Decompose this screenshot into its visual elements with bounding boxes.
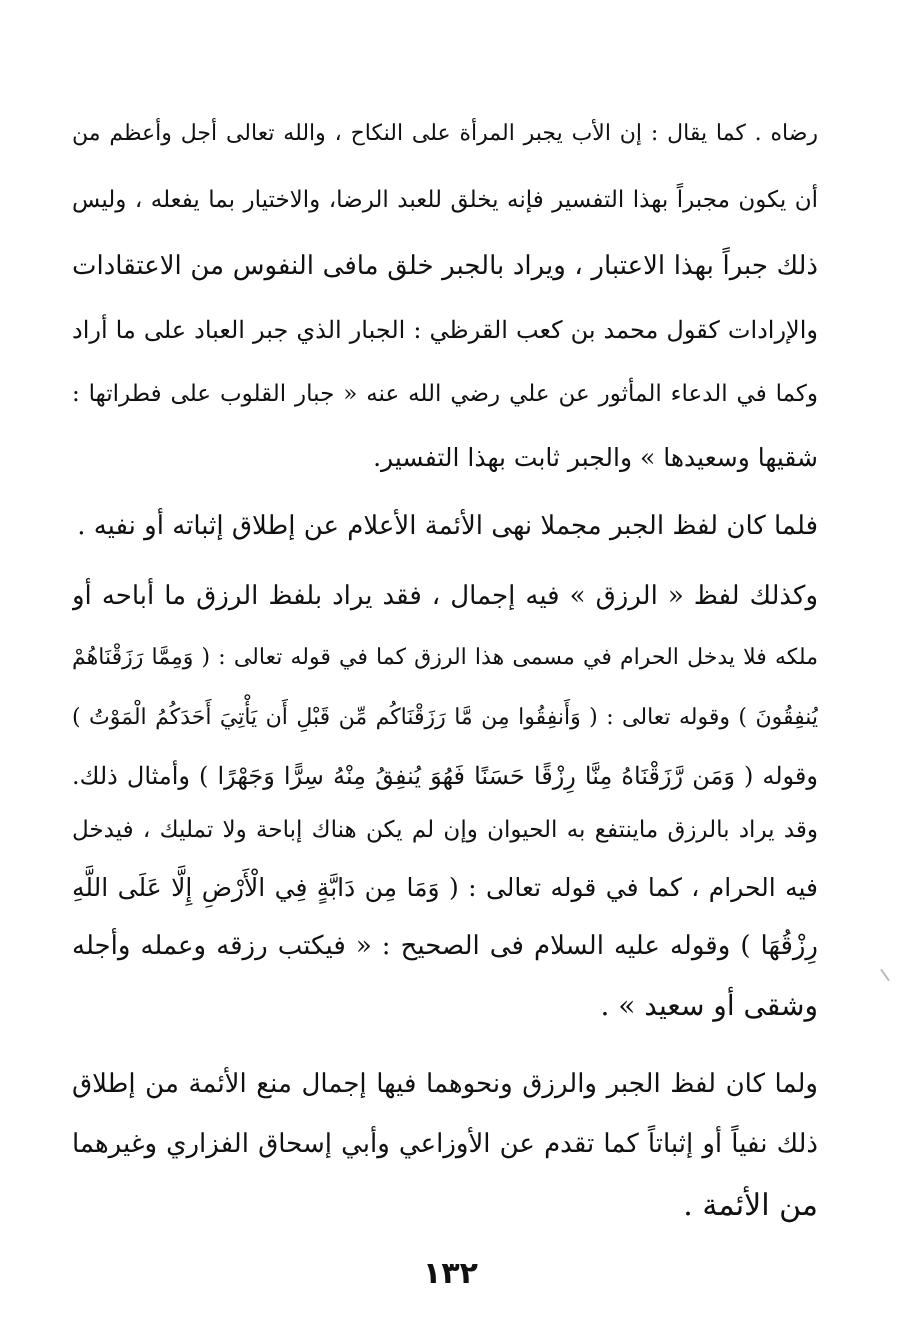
text-line: رِزْقُهَا ) وقوله عليه السلام فى الصحيح : « فيكتب رزقه وعمله وأجله [72, 931, 818, 961]
page-number: ١٣٢ [423, 1256, 478, 1291]
text-line: يُنفِقُونَ ) وقوله تعالى : ( وَأَنفِقُوا مِن مَّا رَزَقْنَاكُم مِّن قَبْلِ أَن يَأْتِيَ أَحَدَكُمُ الْمَوْتُ ) [72, 705, 818, 730]
text-line: ولما كان لفظ الجبر والرزق ونحوهما فيها إجمال منع الأئمة من إطلاق [72, 1069, 818, 1099]
text-line: شقيها وسعيدها » والجبر ثابت بهذا التفسير. [373, 443, 818, 472]
scan-mark [880, 969, 890, 982]
text-line: رضاه . كما يقال : إن الأب يجبر المرأة على النكاح ، والله تعالى أجل وأعظم من [72, 121, 818, 146]
text-line: ملكه فلا يدخل الحرام في مسمى هذا الرزق كما في قوله تعالى : ( وَمِمَّا رَزَقْنَاهُمْ [72, 645, 818, 670]
text-line: فيه الحرام ، كما في قوله تعالى : ( وَمَا مِن دَابَّةٍ فِي الْأَرْضِ إِلَّا عَلَى اللَّهِ [72, 873, 818, 902]
text-line: أن يكون مجبراً بهذا التفسير فإنه يخلق للعبد الرضا، والاختيار بما يفعله ، وليس [72, 187, 818, 213]
text-line: ذلك جبراً بهذا الاعتبار ، ويراد بالجبر خلق مافى النفوس من الاعتقادات [72, 251, 818, 281]
text-line: فلما كان لفظ الجبر مجملا نهى الأئمة الأعلام عن إطلاق إثباته أو نفيه . [77, 511, 818, 541]
text-line: وشقى أو سعيد » . [600, 989, 818, 1022]
text-line: ذلك نفياً أو إثباتاً كما تقدم عن الأوزاعي وأبي إسحاق الفزاري وغيرهما [72, 1129, 818, 1159]
text-line: وقوله ( وَمَن رَّزَقْنَاهُ مِنَّا رِزْقًا حَسَنًا فَهُوَ يُنفِقُ مِنْهُ سِرًّا وَجَهْرًا ) وأمثال ذلك. [72, 762, 818, 790]
text-line: وقد يراد بالرزق ماينتفع به الحيوان وإن لم يكن هناك إباحة ولا تمليك ، فيدخل [72, 817, 818, 843]
text-line: من الأئمة . [683, 1188, 818, 1223]
text-line: والإرادات كقول محمد بن كعب القرظي : الجبار الذي جبر العباد على ما أراد [72, 316, 818, 344]
text-line: وكذلك لفظ « الرزق » فيه إجمال ، فقد يراد بلفظ الرزق ما أباحه أو [72, 581, 818, 611]
text-line: وكما في الدعاء المأثور عن علي رضي الله عنه « جبار القلوب على فطراتها : [72, 381, 818, 407]
